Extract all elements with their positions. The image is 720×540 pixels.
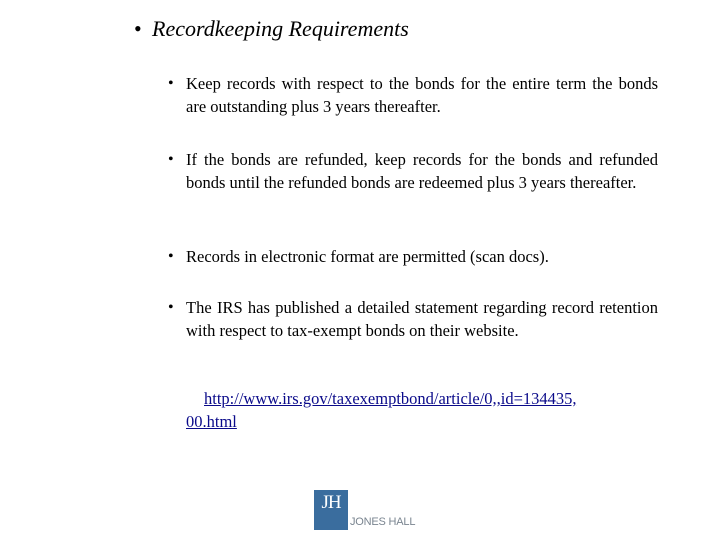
logo-monogram: JH [314,490,348,530]
heading-text: Recordkeeping Requirements [152,16,409,41]
bullet-item [168,245,658,268]
bullet-text: The IRS has published a detailed statement regarding record retention with respect to tax-exempt bonds on their website. [186,298,658,340]
bullet-text: If the bonds are refunded, keep records for the bonds and refunded bonds until the refunded bonds are redeemed plus 3 years thereafter. [186,150,658,192]
irs-link[interactable] [186,387,666,433]
jones-hall-logo [314,490,424,530]
bullet-text: Keep records with respect to the bonds for the entire term the bonds are outstanding plus 3 years thereafter. [186,74,658,116]
slide-heading [134,16,409,42]
bullet-item [168,72,658,118]
bullet-text: Records in electronic format are permitted (scan docs). [186,247,549,266]
bullet-item [168,296,658,342]
logo-name: JONES HALL [350,516,416,528]
bullet-marker: • [168,299,174,316]
bullet-marker: • [168,75,174,92]
heading-bullet: • [134,16,142,41]
bullet-item [168,148,658,194]
bullet-marker: • [168,248,174,265]
irs-link-line-1: http://www.irs.gov/taxexemptbond/article/0,,id=134435, [204,389,577,408]
irs-link-block [186,387,666,433]
bullet-marker: • [168,151,174,168]
irs-link-line-2: 00.html [186,412,237,431]
